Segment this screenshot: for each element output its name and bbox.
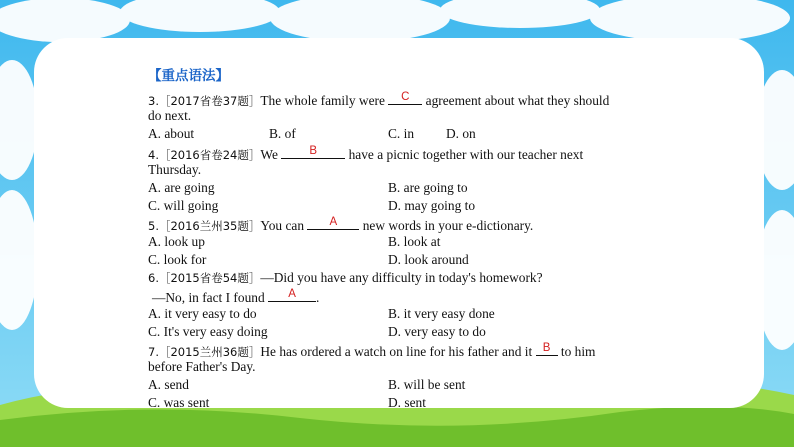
question-7-stem-cont: before Father's Day. — [148, 359, 256, 374]
answer-letter: C — [401, 91, 410, 103]
question-4-stem: 4.［2016省卷24题］We B have a picnic together with our teacher next — [148, 145, 584, 162]
option-a: A. send — [148, 377, 189, 392]
option-d: D. look around — [388, 252, 469, 267]
question-7-stem: 7.［2015兰州36题］He has ordered a watch on line for his father and it B to him — [148, 342, 596, 359]
option-c: C. look for — [148, 252, 207, 267]
option-d: D. may going to — [388, 198, 476, 213]
option-b: B. look at — [388, 234, 441, 249]
option-b: B. it very easy done — [388, 306, 495, 321]
answer-blank — [536, 342, 558, 356]
option-b: B. will be sent — [388, 377, 466, 392]
option-a: A. about — [148, 126, 195, 141]
question-4-number: 4.［2016省卷24题］ — [148, 148, 261, 162]
answer-blank — [268, 288, 316, 302]
option-a: A. look up — [148, 234, 205, 249]
option-b: B. are going to — [388, 180, 468, 195]
option-a: A. are going — [148, 180, 215, 195]
question-3-stem: 3.［2017省卷37题］The whole family were C agreement about what they should — [148, 91, 610, 108]
answer-letter: B — [542, 342, 551, 354]
option-c: C. in — [388, 126, 415, 141]
option-a: A. it very easy to do — [148, 306, 257, 321]
question-6-stem-cont: —No, in fact I found A . — [152, 288, 320, 305]
answer-letter: B — [309, 145, 318, 157]
answer-blank — [388, 91, 422, 105]
option-d: D. very easy to do — [388, 324, 486, 339]
section-heading: 【重点语法】 — [148, 68, 229, 84]
option-b: B. of — [269, 126, 296, 141]
question-3-number: 3.［2017省卷37题］ — [148, 94, 261, 108]
question-5-stem: 5.［2016兰州35题］You can A new words in your e-dictionary. — [148, 216, 534, 233]
option-d: D. sent — [388, 395, 426, 410]
question-4-stem-cont: Thursday. — [148, 162, 202, 177]
answer-letter: A — [288, 288, 296, 300]
question-7-number: 7.［2015兰州36题］ — [148, 345, 261, 359]
answer-blank — [307, 216, 359, 230]
answer-letter: A — [329, 216, 338, 228]
question-6-stem: 6.［2015省卷54题］—Did you have any difficulty in today's homework? — [148, 270, 543, 285]
option-d: D. on — [446, 126, 476, 141]
question-3-stem-cont: do next. — [148, 108, 192, 123]
option-c: C. It's very easy doing — [148, 324, 268, 339]
answer-blank — [281, 145, 345, 159]
question-5-number: 5.［2016兰州35题］ — [148, 219, 261, 233]
option-c: C. will going — [148, 198, 219, 213]
option-c: C. was sent — [148, 395, 210, 410]
question-6-number: 6.［2015省卷54题］ — [148, 271, 261, 285]
